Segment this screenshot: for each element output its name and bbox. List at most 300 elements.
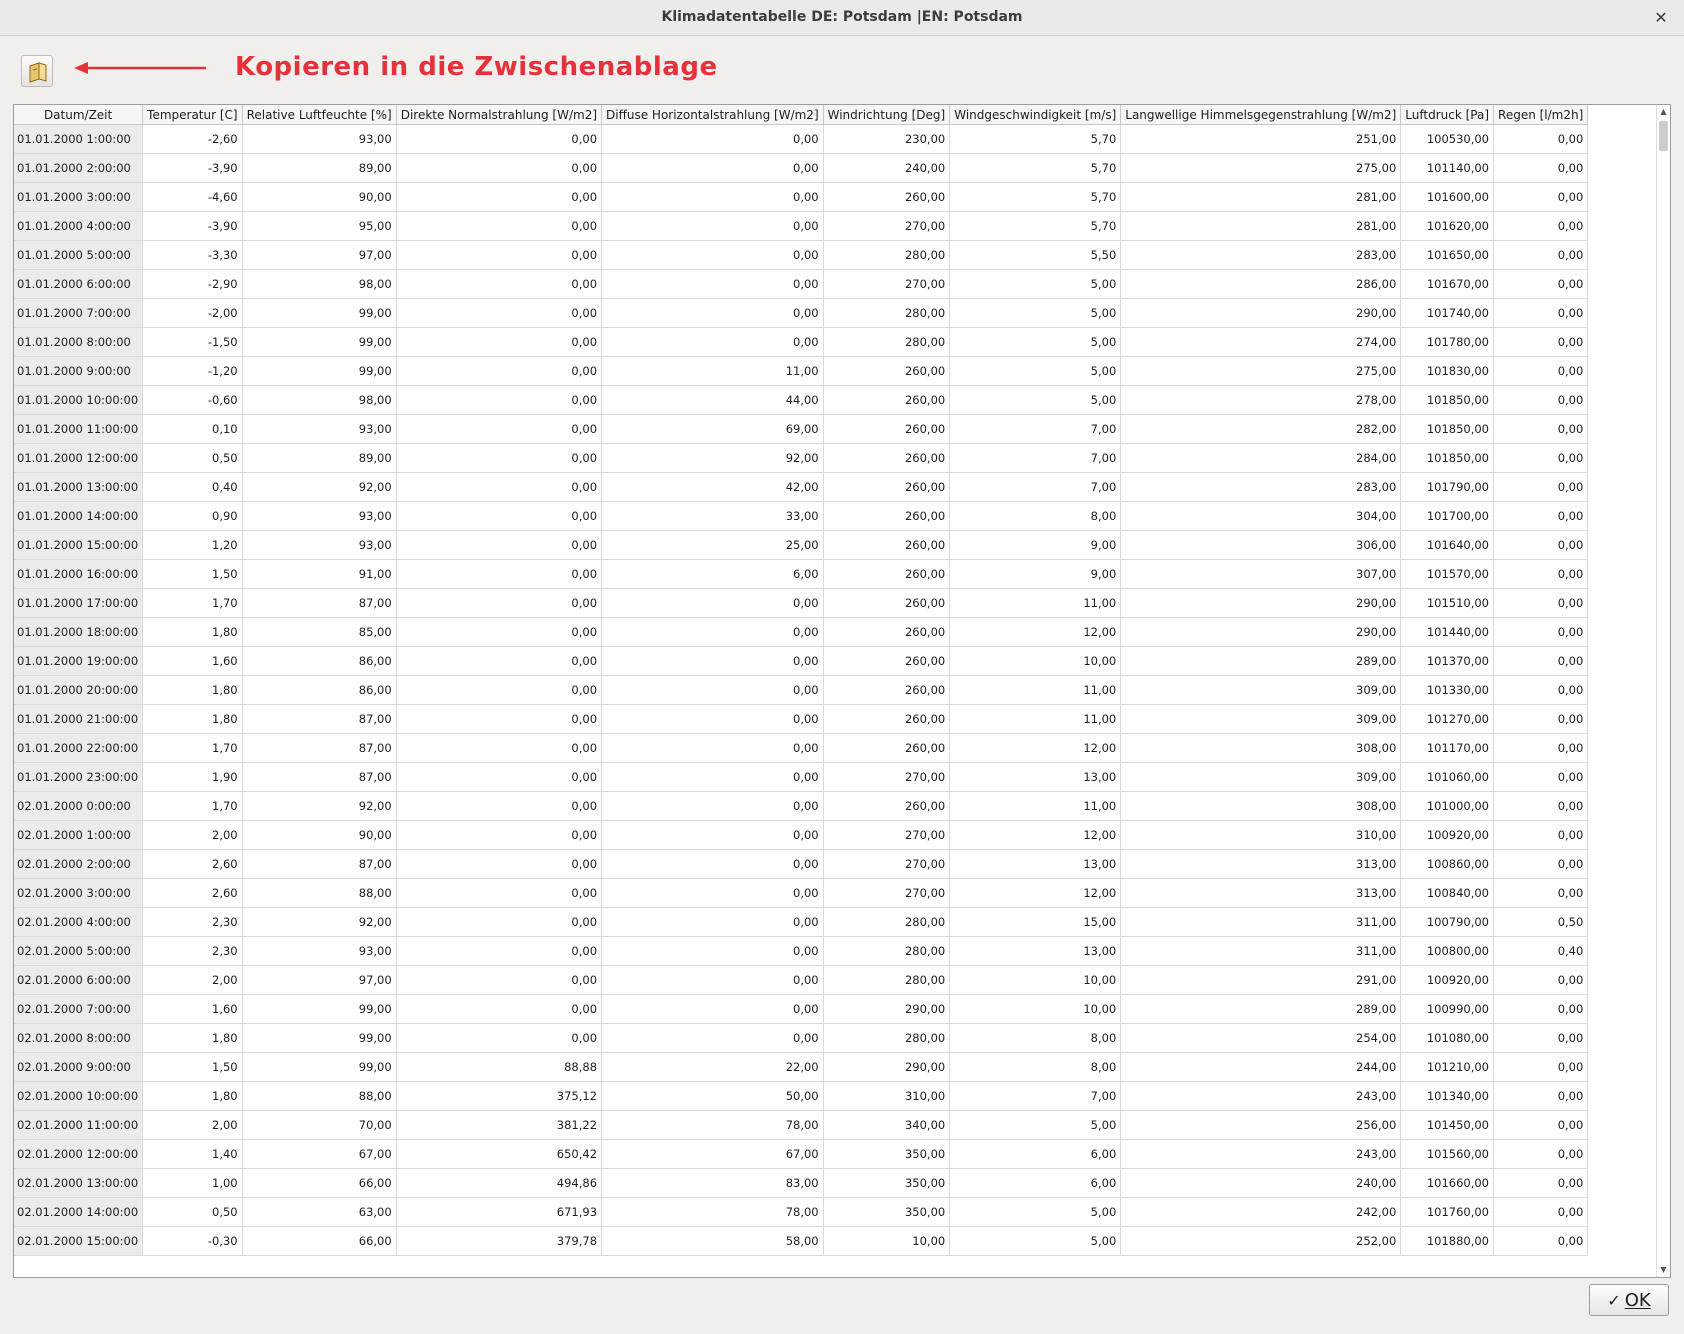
- table-cell[interactable]: 12,00: [950, 618, 1121, 647]
- table-cell[interactable]: 97,00: [242, 966, 396, 995]
- table-cell[interactable]: 1,50: [143, 1053, 242, 1082]
- table-cell[interactable]: 101880,00: [1401, 1227, 1494, 1256]
- table-cell[interactable]: 101370,00: [1401, 647, 1494, 676]
- table-cell[interactable]: 100920,00: [1401, 821, 1494, 850]
- table-cell[interactable]: 260,00: [823, 560, 950, 589]
- table-cell[interactable]: 494,86: [396, 1169, 601, 1198]
- table-cell[interactable]: 101700,00: [1401, 502, 1494, 531]
- table-cell[interactable]: 270,00: [823, 821, 950, 850]
- table-cell[interactable]: 101620,00: [1401, 212, 1494, 241]
- table-row[interactable]: [14, 241, 1588, 270]
- table-cell[interactable]: 11,00: [950, 589, 1121, 618]
- table-cell[interactable]: 282,00: [1121, 415, 1401, 444]
- table-cell[interactable]: 0,00: [1494, 1140, 1588, 1169]
- table-cell[interactable]: 15,00: [950, 908, 1121, 937]
- table-cell[interactable]: 260,00: [823, 676, 950, 705]
- table-cell[interactable]: 0,00: [1494, 1111, 1588, 1140]
- table-cell[interactable]: 2,00: [143, 821, 242, 850]
- table-cell[interactable]: 304,00: [1121, 502, 1401, 531]
- row-header-cell[interactable]: 01.01.2000 23:00:00: [14, 763, 143, 792]
- table-cell[interactable]: 0,00: [602, 270, 824, 299]
- table-cell[interactable]: 313,00: [1121, 850, 1401, 879]
- table-cell[interactable]: 0,00: [396, 879, 601, 908]
- table-cell[interactable]: 0,00: [396, 734, 601, 763]
- table-cell[interactable]: 0,00: [396, 502, 601, 531]
- table-cell[interactable]: 101560,00: [1401, 1140, 1494, 1169]
- table-cell[interactable]: 0,00: [602, 966, 824, 995]
- table-cell[interactable]: 0,00: [1494, 386, 1588, 415]
- row-header-cell[interactable]: 01.01.2000 19:00:00: [14, 647, 143, 676]
- table-cell[interactable]: 260,00: [823, 357, 950, 386]
- table-cell[interactable]: 260,00: [823, 792, 950, 821]
- table-cell[interactable]: 12,00: [950, 821, 1121, 850]
- table-cell[interactable]: 98,00: [242, 270, 396, 299]
- table-cell[interactable]: 90,00: [242, 821, 396, 850]
- table-cell[interactable]: 87,00: [242, 734, 396, 763]
- table-cell[interactable]: 260,00: [823, 386, 950, 415]
- table-cell[interactable]: 375,12: [396, 1082, 601, 1111]
- table-row[interactable]: [14, 879, 1588, 908]
- table-cell[interactable]: 280,00: [823, 241, 950, 270]
- column-header[interactable]: Temperatur [C]: [143, 105, 242, 125]
- table-cell[interactable]: 1,80: [143, 705, 242, 734]
- table-cell[interactable]: 5,70: [950, 154, 1121, 183]
- table-cell[interactable]: 1,90: [143, 763, 242, 792]
- table-cell[interactable]: 260,00: [823, 415, 950, 444]
- table-row[interactable]: [14, 821, 1588, 850]
- table-cell[interactable]: 0,00: [396, 125, 601, 154]
- table-cell[interactable]: 306,00: [1121, 531, 1401, 560]
- table-row[interactable]: [14, 676, 1588, 705]
- ok-button[interactable]: [1589, 1284, 1669, 1316]
- table-row[interactable]: [14, 995, 1588, 1024]
- table-cell[interactable]: 260,00: [823, 618, 950, 647]
- row-header-cell[interactable]: 02.01.2000 0:00:00: [14, 792, 143, 821]
- row-header-cell[interactable]: 02.01.2000 6:00:00: [14, 966, 143, 995]
- table-cell[interactable]: 0,00: [1494, 763, 1588, 792]
- table-cell[interactable]: 100840,00: [1401, 879, 1494, 908]
- table-cell[interactable]: 101780,00: [1401, 328, 1494, 357]
- row-header-cell[interactable]: 01.01.2000 16:00:00: [14, 560, 143, 589]
- table-cell[interactable]: 101850,00: [1401, 444, 1494, 473]
- table-cell[interactable]: 8,00: [950, 1053, 1121, 1082]
- table-cell[interactable]: 12,00: [950, 734, 1121, 763]
- table-row[interactable]: [14, 1227, 1588, 1256]
- table-cell[interactable]: 0,50: [1494, 908, 1588, 937]
- table-cell[interactable]: 5,00: [950, 270, 1121, 299]
- table-cell[interactable]: 1,50: [143, 560, 242, 589]
- scrollbar-thumb[interactable]: [1659, 121, 1668, 151]
- table-cell[interactable]: -3,90: [143, 154, 242, 183]
- table-cell[interactable]: 92,00: [242, 792, 396, 821]
- table-cell[interactable]: 11,00: [950, 676, 1121, 705]
- table-cell[interactable]: 0,00: [396, 618, 601, 647]
- table-cell[interactable]: 278,00: [1121, 386, 1401, 415]
- table-row[interactable]: [14, 444, 1588, 473]
- row-header-cell[interactable]: 02.01.2000 12:00:00: [14, 1140, 143, 1169]
- table-cell[interactable]: 0,00: [602, 763, 824, 792]
- table-cell[interactable]: 6,00: [602, 560, 824, 589]
- table-cell[interactable]: 0,00: [602, 154, 824, 183]
- table-cell[interactable]: 2,00: [143, 1111, 242, 1140]
- table-cell[interactable]: 260,00: [823, 502, 950, 531]
- table-cell[interactable]: 290,00: [823, 995, 950, 1024]
- table-row[interactable]: [14, 502, 1588, 531]
- table-cell[interactable]: 1,80: [143, 676, 242, 705]
- table-cell[interactable]: 0,00: [1494, 154, 1588, 183]
- table-cell[interactable]: 44,00: [602, 386, 824, 415]
- table-cell[interactable]: 0,00: [1494, 618, 1588, 647]
- table-cell[interactable]: 33,00: [602, 502, 824, 531]
- table-cell[interactable]: 0,00: [396, 386, 601, 415]
- table-cell[interactable]: 0,00: [1494, 415, 1588, 444]
- table-row[interactable]: [14, 357, 1588, 386]
- row-header-cell[interactable]: 02.01.2000 5:00:00: [14, 937, 143, 966]
- table-cell[interactable]: 0,00: [396, 647, 601, 676]
- table-cell[interactable]: 42,00: [602, 473, 824, 502]
- table-cell[interactable]: 275,00: [1121, 357, 1401, 386]
- column-header[interactable]: Regen [l/m2h]: [1494, 105, 1588, 125]
- table-cell[interactable]: 289,00: [1121, 995, 1401, 1024]
- table-cell[interactable]: 286,00: [1121, 270, 1401, 299]
- climate-data-table[interactable]: [13, 104, 1671, 1278]
- table-cell[interactable]: 101640,00: [1401, 531, 1494, 560]
- table-cell[interactable]: 252,00: [1121, 1227, 1401, 1256]
- table-cell[interactable]: 270,00: [823, 879, 950, 908]
- table-cell[interactable]: 5,70: [950, 212, 1121, 241]
- table-cell[interactable]: 0,00: [396, 560, 601, 589]
- table-cell[interactable]: 0,00: [1494, 821, 1588, 850]
- table-cell[interactable]: 0,00: [602, 125, 824, 154]
- table-cell[interactable]: 0,00: [396, 589, 601, 618]
- row-header-cell[interactable]: 02.01.2000 11:00:00: [14, 1111, 143, 1140]
- table-cell[interactable]: -0,30: [143, 1227, 242, 1256]
- row-header-cell[interactable]: 01.01.2000 1:00:00: [14, 125, 143, 154]
- table-cell[interactable]: 2,30: [143, 937, 242, 966]
- table-cell[interactable]: 0,00: [396, 792, 601, 821]
- table-cell[interactable]: 89,00: [242, 444, 396, 473]
- table-cell[interactable]: 100800,00: [1401, 937, 1494, 966]
- table-cell[interactable]: 99,00: [242, 299, 396, 328]
- table-cell[interactable]: 283,00: [1121, 473, 1401, 502]
- row-header-cell[interactable]: 01.01.2000 13:00:00: [14, 473, 143, 502]
- row-header-cell[interactable]: 02.01.2000 3:00:00: [14, 879, 143, 908]
- row-header-cell[interactable]: 02.01.2000 2:00:00: [14, 850, 143, 879]
- table-cell[interactable]: 0,00: [602, 241, 824, 270]
- table-cell[interactable]: 310,00: [823, 1082, 950, 1111]
- table-cell[interactable]: 93,00: [242, 415, 396, 444]
- table-cell[interactable]: 0,00: [1494, 995, 1588, 1024]
- table-cell[interactable]: 280,00: [823, 937, 950, 966]
- table-cell[interactable]: 0,00: [602, 937, 824, 966]
- table-cell[interactable]: 281,00: [1121, 212, 1401, 241]
- table-cell[interactable]: 0,00: [396, 241, 601, 270]
- table-cell[interactable]: 86,00: [242, 676, 396, 705]
- row-header-cell[interactable]: 01.01.2000 15:00:00: [14, 531, 143, 560]
- table-cell[interactable]: 290,00: [1121, 299, 1401, 328]
- table-cell[interactable]: 101170,00: [1401, 734, 1494, 763]
- table-cell[interactable]: 101140,00: [1401, 154, 1494, 183]
- table-cell[interactable]: -2,90: [143, 270, 242, 299]
- table-cell[interactable]: 0,00: [1494, 1198, 1588, 1227]
- row-header-cell[interactable]: 02.01.2000 4:00:00: [14, 908, 143, 937]
- column-header[interactable]: Langwellige Himmelsgegenstrahlung [W/m2]: [1121, 105, 1401, 125]
- table-row[interactable]: [14, 386, 1588, 415]
- table-cell[interactable]: 2,00: [143, 966, 242, 995]
- table-cell[interactable]: 101210,00: [1401, 1053, 1494, 1082]
- table-cell[interactable]: 0,00: [1494, 444, 1588, 473]
- table-row[interactable]: [14, 908, 1588, 937]
- table-cell[interactable]: 0,00: [396, 328, 601, 357]
- table-cell[interactable]: 1,80: [143, 618, 242, 647]
- table-cell[interactable]: 0,00: [1494, 589, 1588, 618]
- table-cell[interactable]: 0,00: [1494, 299, 1588, 328]
- table-cell[interactable]: 291,00: [1121, 966, 1401, 995]
- row-header-cell[interactable]: 02.01.2000 1:00:00: [14, 821, 143, 850]
- table-cell[interactable]: 88,00: [242, 1082, 396, 1111]
- table-row[interactable]: [14, 183, 1588, 212]
- table-cell[interactable]: 0,00: [396, 763, 601, 792]
- table-cell[interactable]: 0,00: [602, 879, 824, 908]
- table-cell[interactable]: 78,00: [602, 1111, 824, 1140]
- table-cell[interactable]: 0,00: [1494, 270, 1588, 299]
- table-cell[interactable]: 5,00: [950, 1198, 1121, 1227]
- table-cell[interactable]: 0,00: [602, 908, 824, 937]
- table-cell[interactable]: 83,00: [602, 1169, 824, 1198]
- table-row[interactable]: [14, 299, 1588, 328]
- table-cell[interactable]: 313,00: [1121, 879, 1401, 908]
- row-header-cell[interactable]: 01.01.2000 12:00:00: [14, 444, 143, 473]
- table-cell[interactable]: 0,00: [396, 908, 601, 937]
- table-cell[interactable]: -0,60: [143, 386, 242, 415]
- table-cell[interactable]: 99,00: [242, 328, 396, 357]
- table-cell[interactable]: 270,00: [823, 212, 950, 241]
- table-cell[interactable]: 69,00: [602, 415, 824, 444]
- table-cell[interactable]: 101570,00: [1401, 560, 1494, 589]
- table-row[interactable]: [14, 589, 1588, 618]
- table-cell[interactable]: 101330,00: [1401, 676, 1494, 705]
- row-header-cell[interactable]: 01.01.2000 18:00:00: [14, 618, 143, 647]
- table-cell[interactable]: 243,00: [1121, 1082, 1401, 1111]
- table-row[interactable]: [14, 1111, 1588, 1140]
- table-cell[interactable]: 260,00: [823, 531, 950, 560]
- table-cell[interactable]: 311,00: [1121, 937, 1401, 966]
- table-cell[interactable]: 290,00: [1121, 589, 1401, 618]
- row-header-cell[interactable]: 02.01.2000 15:00:00: [14, 1227, 143, 1256]
- table-cell[interactable]: 650,42: [396, 1140, 601, 1169]
- table-cell[interactable]: 230,00: [823, 125, 950, 154]
- table-cell[interactable]: 91,00: [242, 560, 396, 589]
- table-row[interactable]: [14, 473, 1588, 502]
- table-cell[interactable]: 0,00: [396, 183, 601, 212]
- table-cell[interactable]: 9,00: [950, 560, 1121, 589]
- table-cell[interactable]: 381,22: [396, 1111, 601, 1140]
- table-cell[interactable]: 308,00: [1121, 734, 1401, 763]
- table-cell[interactable]: 0,00: [396, 299, 601, 328]
- table-cell[interactable]: 5,70: [950, 125, 1121, 154]
- table-cell[interactable]: 289,00: [1121, 647, 1401, 676]
- table-cell[interactable]: 88,00: [242, 879, 396, 908]
- table-cell[interactable]: 88,88: [396, 1053, 601, 1082]
- table-cell[interactable]: 92,00: [602, 444, 824, 473]
- table-cell[interactable]: 92,00: [242, 908, 396, 937]
- table-cell[interactable]: 0,00: [1494, 357, 1588, 386]
- table-cell[interactable]: 101670,00: [1401, 270, 1494, 299]
- table-cell[interactable]: 280,00: [823, 328, 950, 357]
- table-cell[interactable]: 0,00: [602, 792, 824, 821]
- table-cell[interactable]: 101080,00: [1401, 1024, 1494, 1053]
- table-row[interactable]: [14, 647, 1588, 676]
- table-cell[interactable]: 0,00: [1494, 531, 1588, 560]
- table-cell[interactable]: 101600,00: [1401, 183, 1494, 212]
- table-cell[interactable]: 2,30: [143, 908, 242, 937]
- table-cell[interactable]: 0,00: [602, 995, 824, 1024]
- table-cell[interactable]: 0,50: [143, 1198, 242, 1227]
- table-cell[interactable]: 100990,00: [1401, 995, 1494, 1024]
- scroll-down-icon[interactable]: ▼: [1660, 1265, 1667, 1274]
- table-cell[interactable]: 99,00: [242, 1053, 396, 1082]
- table-cell[interactable]: 0,00: [1494, 705, 1588, 734]
- table-cell[interactable]: 270,00: [823, 763, 950, 792]
- table-cell[interactable]: 0,00: [396, 531, 601, 560]
- table-cell[interactable]: 92,00: [242, 473, 396, 502]
- table-cell[interactable]: 0,00: [1494, 125, 1588, 154]
- table-cell[interactable]: 0,10: [143, 415, 242, 444]
- table-row[interactable]: [14, 415, 1588, 444]
- row-header-cell[interactable]: 01.01.2000 11:00:00: [14, 415, 143, 444]
- table-row[interactable]: [14, 1198, 1588, 1227]
- column-header[interactable]: Direkte Normalstrahlung [W/m2]: [396, 105, 601, 125]
- table-cell[interactable]: 6,00: [950, 1140, 1121, 1169]
- table-cell[interactable]: -2,00: [143, 299, 242, 328]
- table-cell[interactable]: 100860,00: [1401, 850, 1494, 879]
- table-cell[interactable]: 309,00: [1121, 705, 1401, 734]
- table-cell[interactable]: 308,00: [1121, 792, 1401, 821]
- table-cell[interactable]: 11,00: [602, 357, 824, 386]
- table-cell[interactable]: 86,00: [242, 647, 396, 676]
- table-cell[interactable]: 99,00: [242, 995, 396, 1024]
- table-cell[interactable]: 0,50: [143, 444, 242, 473]
- table-cell[interactable]: 671,93: [396, 1198, 601, 1227]
- table-cell[interactable]: 242,00: [1121, 1198, 1401, 1227]
- table-cell[interactable]: 0,00: [396, 966, 601, 995]
- table-cell[interactable]: 0,00: [396, 154, 601, 183]
- table-cell[interactable]: 87,00: [242, 850, 396, 879]
- row-header-cell[interactable]: 01.01.2000 17:00:00: [14, 589, 143, 618]
- table-cell[interactable]: 0,00: [1494, 212, 1588, 241]
- table-cell[interactable]: 0,00: [1494, 792, 1588, 821]
- table-cell[interactable]: 9,00: [950, 531, 1121, 560]
- table-cell[interactable]: 101850,00: [1401, 386, 1494, 415]
- table-cell[interactable]: 379,78: [396, 1227, 601, 1256]
- table-cell[interactable]: 101850,00: [1401, 415, 1494, 444]
- table-cell[interactable]: 1,80: [143, 1082, 242, 1111]
- table-cell[interactable]: 280,00: [823, 299, 950, 328]
- table-cell[interactable]: 0,00: [602, 850, 824, 879]
- table-cell[interactable]: 280,00: [823, 908, 950, 937]
- table-cell[interactable]: 281,00: [1121, 183, 1401, 212]
- table-cell[interactable]: 0,00: [396, 444, 601, 473]
- row-header-cell[interactable]: 02.01.2000 13:00:00: [14, 1169, 143, 1198]
- table-cell[interactable]: 0,00: [396, 937, 601, 966]
- table-cell[interactable]: 0,00: [1494, 1227, 1588, 1256]
- table-cell[interactable]: 67,00: [602, 1140, 824, 1169]
- column-header[interactable]: Luftdruck [Pa]: [1401, 105, 1494, 125]
- table-cell[interactable]: 244,00: [1121, 1053, 1401, 1082]
- table-cell[interactable]: 95,00: [242, 212, 396, 241]
- column-header[interactable]: Windgeschwindigkeit [m/s]: [950, 105, 1121, 125]
- table-row[interactable]: [14, 850, 1588, 879]
- table-cell[interactable]: 1,60: [143, 995, 242, 1024]
- table-cell[interactable]: 274,00: [1121, 328, 1401, 357]
- table-cell[interactable]: 270,00: [823, 850, 950, 879]
- table-cell[interactable]: 0,00: [1494, 1053, 1588, 1082]
- table-cell[interactable]: 101270,00: [1401, 705, 1494, 734]
- table-row[interactable]: [14, 1169, 1588, 1198]
- row-header-cell[interactable]: 01.01.2000 10:00:00: [14, 386, 143, 415]
- table-cell[interactable]: 0,00: [602, 647, 824, 676]
- table-cell[interactable]: 66,00: [242, 1169, 396, 1198]
- table-cell[interactable]: 256,00: [1121, 1111, 1401, 1140]
- table-cell[interactable]: 1,70: [143, 792, 242, 821]
- table-cell[interactable]: 0,90: [143, 502, 242, 531]
- table-cell[interactable]: 0,00: [602, 183, 824, 212]
- row-header-cell[interactable]: 02.01.2000 14:00:00: [14, 1198, 143, 1227]
- column-header[interactable]: Datum/Zeit: [14, 105, 143, 125]
- table-cell[interactable]: 0,00: [1494, 879, 1588, 908]
- table-cell[interactable]: 5,00: [950, 299, 1121, 328]
- table-cell[interactable]: 260,00: [823, 183, 950, 212]
- table-cell[interactable]: 0,00: [396, 821, 601, 850]
- table-cell[interactable]: 87,00: [242, 705, 396, 734]
- table-row[interactable]: [14, 270, 1588, 299]
- table-cell[interactable]: 70,00: [242, 1111, 396, 1140]
- table-cell[interactable]: 260,00: [823, 473, 950, 502]
- table-cell[interactable]: 290,00: [1121, 618, 1401, 647]
- table-cell[interactable]: 7,00: [950, 415, 1121, 444]
- table-cell[interactable]: 0,00: [1494, 502, 1588, 531]
- table-cell[interactable]: 99,00: [242, 1024, 396, 1053]
- table-cell[interactable]: 270,00: [823, 270, 950, 299]
- table-cell[interactable]: 85,00: [242, 618, 396, 647]
- table-cell[interactable]: 99,00: [242, 357, 396, 386]
- table-cell[interactable]: 5,70: [950, 183, 1121, 212]
- table-cell[interactable]: 260,00: [823, 589, 950, 618]
- table-row[interactable]: [14, 792, 1588, 821]
- table-cell[interactable]: 13,00: [950, 763, 1121, 792]
- table-cell[interactable]: 0,00: [1494, 183, 1588, 212]
- table-cell[interactable]: 101830,00: [1401, 357, 1494, 386]
- table-cell[interactable]: 6,00: [950, 1169, 1121, 1198]
- table-cell[interactable]: -1,20: [143, 357, 242, 386]
- table-cell[interactable]: 240,00: [823, 154, 950, 183]
- table-cell[interactable]: 0,00: [1494, 850, 1588, 879]
- table-cell[interactable]: 101650,00: [1401, 241, 1494, 270]
- table-cell[interactable]: 67,00: [242, 1140, 396, 1169]
- row-header-cell[interactable]: 02.01.2000 7:00:00: [14, 995, 143, 1024]
- row-header-cell[interactable]: 01.01.2000 21:00:00: [14, 705, 143, 734]
- table-row[interactable]: [14, 618, 1588, 647]
- row-header-cell[interactable]: 01.01.2000 2:00:00: [14, 154, 143, 183]
- table-cell[interactable]: 254,00: [1121, 1024, 1401, 1053]
- table-cell[interactable]: 0,00: [1494, 1169, 1588, 1198]
- table-row[interactable]: [14, 1053, 1588, 1082]
- table-cell[interactable]: 11,00: [950, 705, 1121, 734]
- table-row[interactable]: [14, 1082, 1588, 1111]
- row-header-cell[interactable]: 01.01.2000 5:00:00: [14, 241, 143, 270]
- table-cell[interactable]: 10,00: [950, 647, 1121, 676]
- table-cell[interactable]: 89,00: [242, 154, 396, 183]
